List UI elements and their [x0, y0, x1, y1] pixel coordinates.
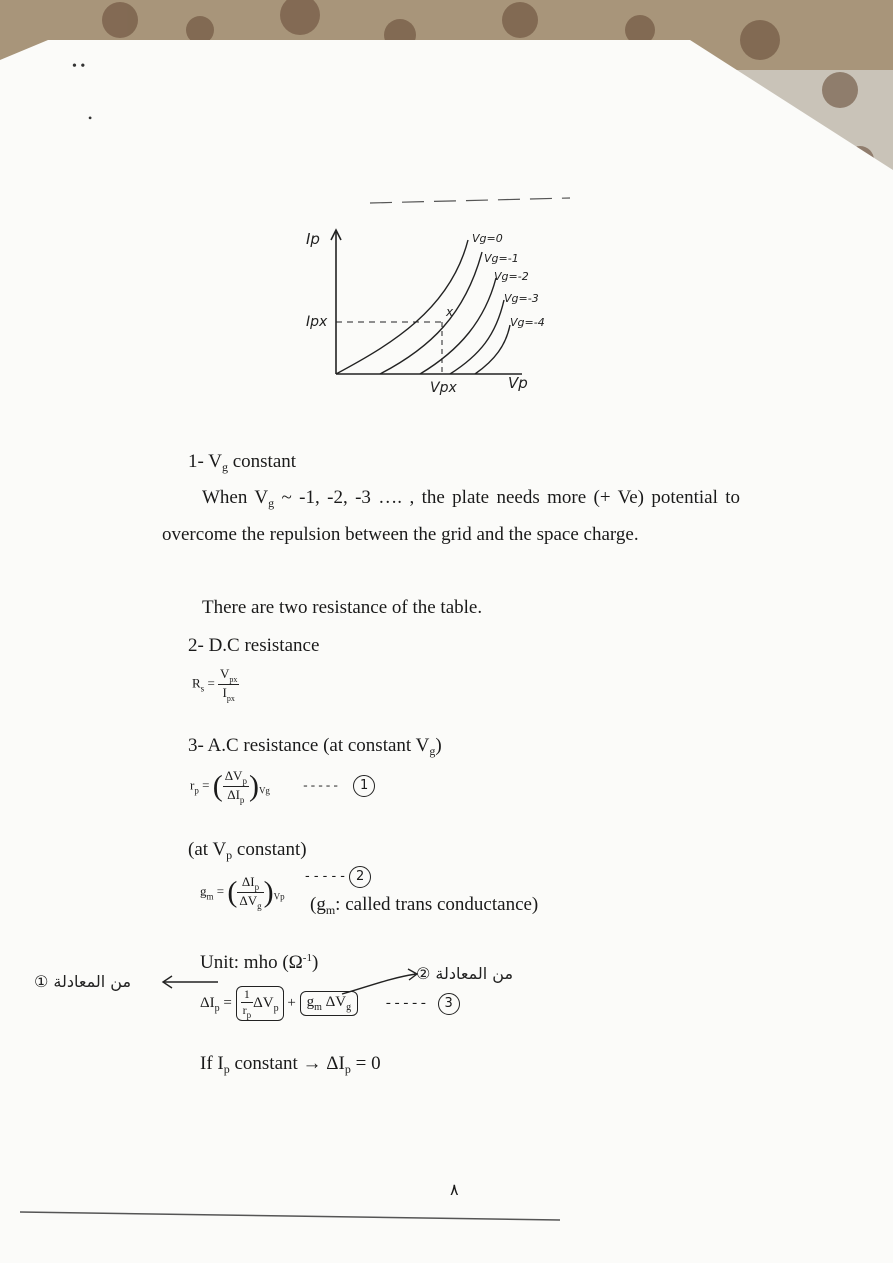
characteristic-curves-graph	[300, 220, 580, 405]
equation-marker-3: 3	[438, 993, 460, 1015]
curve-label-vg-4: Vg=-4	[510, 316, 545, 329]
curve-label-vg-3: Vg=-3	[504, 292, 539, 305]
section3-heading: 3- A.C resistance (at constant $V_g$)	[188, 735, 442, 758]
final-line: If $I_p$ constant → $\Delta I_p = 0$	[200, 1053, 381, 1076]
equation-marker-1: 1	[353, 775, 375, 797]
equation3-term2-box: $g_m$ $\Delta V_g$	[300, 991, 359, 1016]
equation-marker-2: 2	[349, 866, 371, 888]
svg-text:•: •	[88, 111, 93, 125]
arabic-note-right: من المعادلة ②	[416, 964, 514, 983]
curve-vg-3	[450, 300, 504, 374]
curve-vg-2	[420, 278, 496, 374]
vpx-label: Vpx	[430, 380, 457, 396]
curve-vg-1	[380, 252, 482, 374]
ac-resistance-formula: $r_p$ = ( $\frac{\Delta V_p}{\Delta I_p}$ )$_{Vg}$ - - - - - 1	[190, 768, 375, 805]
section1-heading: 1- $V_g$ constant	[188, 451, 297, 474]
curve-label-vg0: Vg=0	[472, 232, 503, 245]
point-x-label: x	[446, 305, 454, 319]
transconductance-note: ($g_m$: called trans conductance)	[310, 894, 539, 917]
ipx-label: Ipx	[306, 314, 328, 330]
arabic-note-left: من المعادلة ①	[34, 972, 132, 991]
equation-3: $\Delta I_p$ = $\frac{1}{r_p}$ $\Delta V_p + g_m$ $\Delta V_g$ - - - - - 3	[200, 986, 460, 1021]
section1-note: There are two resistance of the table.	[202, 597, 483, 618]
svg-text:• •: • •	[72, 59, 86, 74]
section1-paragraph: When $V_g$ ~ -1, -2, -3 …. , the plate needs more (+ Ve) potential to overcome the repulsion between the grid and the space charge.	[162, 487, 741, 545]
unit-line: Unit: mho $(\Omega^{-1})$	[200, 952, 319, 973]
x-axis-label: Vp	[508, 374, 528, 392]
transconductance-formula: $g_m$ = ( $\frac{\Delta I_p}{\Delta V_g}$ )$_{Vp}$	[200, 874, 285, 911]
curve-label-vg-1: Vg=-1	[484, 252, 519, 265]
section2-heading: 2- D.C resistance	[188, 635, 320, 656]
curve-label-vg-2: Vg=-2	[494, 270, 529, 283]
page-number: ٨	[450, 1180, 459, 1199]
dc-resistance-formula: $R_s$ = $\frac{V_{px}}{I_{px}}$	[192, 666, 238, 703]
y-axis-label: Ip	[306, 230, 320, 248]
equation3-term1-box: $\frac{1}{r_p}$ $\Delta V_p$	[236, 986, 284, 1021]
section4-heading: (at $V_p$ constant)	[188, 839, 307, 862]
equation-marker-2-wrap: - - - - - 2	[305, 866, 371, 888]
